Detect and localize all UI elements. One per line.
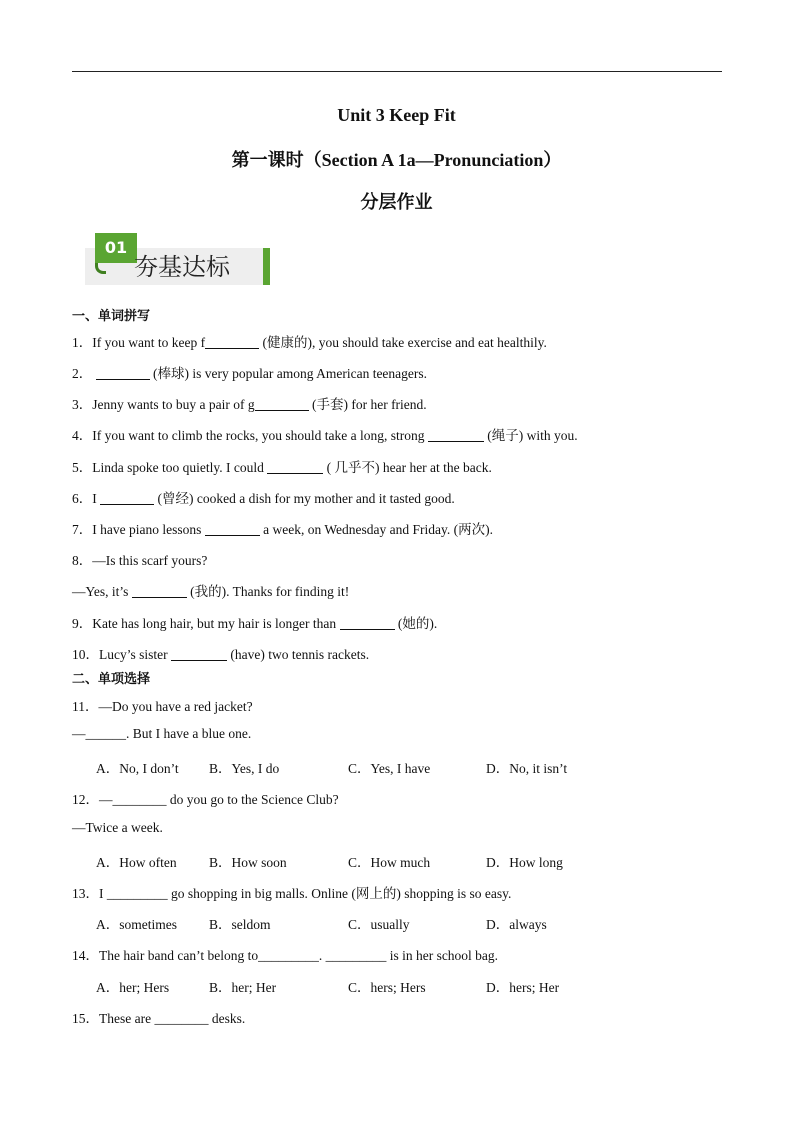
q11-reply: —______. But I have a blue one.: [72, 726, 252, 741]
question-line: 4．If you want to climb the rocks, you should take a long, strong (绳子) with you.: [72, 428, 578, 443]
option-a[interactable]: A．No, I don’t: [96, 761, 179, 776]
q14-stem: 14．The hair band can’t belong to_________. _________ is in her school bag.: [72, 948, 499, 963]
question-line: 1．If you want to keep f (健康的), you should take exercise and eat healthily.: [72, 335, 547, 350]
question-line: 7．I have piano lessons a week, on Wednesday and Friday. (两次).: [72, 522, 493, 537]
option-a[interactable]: A．How often: [96, 855, 177, 870]
q15-stem: 15．These are ________ desks.: [72, 1011, 246, 1026]
answer-blank[interactable]: [205, 334, 259, 349]
question-line: 10．Lucy’s sister (have) two tennis rackets.: [72, 647, 370, 662]
answer-blank[interactable]: [255, 396, 309, 411]
lesson-title: 第一课时（Section A 1a—Pronunciation）: [231, 150, 562, 170]
question-line: —Yes, it’s (我的). Thanks for finding it!: [72, 584, 350, 599]
answer-blank[interactable]: [267, 459, 323, 474]
option-b[interactable]: B．Yes, I do: [209, 761, 280, 776]
header-rule: [72, 71, 722, 72]
answer-blank[interactable]: [171, 646, 227, 661]
q13-stem: 13．I _________ go shopping in big malls. Online (网上的) shopping is so easy.: [72, 886, 512, 901]
option-c[interactable]: C．How much: [348, 855, 431, 870]
question-line: 2． (棒球) is very popular among American teenagers.: [72, 366, 428, 381]
option-c[interactable]: C．usually: [348, 917, 410, 932]
question-line: 8．—Is this scarf yours?: [72, 553, 208, 568]
q11-stem: 11．—Do you have a red jacket?: [72, 699, 253, 714]
section-heading-choice: 二、单项选择: [72, 672, 151, 687]
answer-blank[interactable]: [132, 583, 187, 598]
question-line: 5．Linda spoke too quietly. I could ( 几乎不) hear her at the back.: [72, 460, 492, 475]
option-a[interactable]: A．sometimes: [96, 917, 177, 932]
option-b[interactable]: B．her; Her: [209, 980, 277, 995]
option-b[interactable]: B．How soon: [209, 855, 287, 870]
level-banner: [85, 233, 270, 285]
question-line: 3．Jenny wants to buy a pair of g (手套) for her friend.: [72, 397, 427, 412]
option-d[interactable]: D．hers; Her: [486, 980, 560, 995]
answer-blank[interactable]: [205, 521, 260, 536]
option-a[interactable]: A．her; Hers: [96, 980, 170, 995]
q12-reply: —Twice a week.: [72, 820, 163, 835]
option-c[interactable]: C．Yes, I have: [348, 761, 431, 776]
answer-blank[interactable]: [340, 615, 395, 630]
answer-blank[interactable]: [100, 490, 154, 505]
banner-number-tag: 01: [95, 233, 137, 263]
question-line: 6．I (曾经) cooked a dish for my mother and it tasted good.: [72, 491, 455, 506]
option-c[interactable]: C．hers; Hers: [348, 980, 426, 995]
option-d[interactable]: D．How long: [486, 855, 563, 870]
question-line: 9．Kate has long hair, but my hair is longer than (她的).: [72, 616, 438, 631]
section-heading-spelling: 一、单词拼写: [72, 309, 151, 324]
answer-blank[interactable]: [428, 427, 484, 442]
banner-label: 夯基达标: [134, 253, 230, 281]
homework-title: 分层作业: [360, 192, 433, 212]
option-d[interactable]: D．No, it isn’t: [486, 761, 568, 776]
option-d[interactable]: D．always: [486, 917, 547, 932]
answer-blank[interactable]: [96, 365, 150, 380]
unit-title: Unit 3 Keep Fit: [337, 105, 456, 125]
q12-stem: 12．—________ do you go to the Science Club?: [72, 792, 339, 807]
option-b[interactable]: B．seldom: [209, 917, 271, 932]
banner-accent-bar: [263, 248, 270, 285]
